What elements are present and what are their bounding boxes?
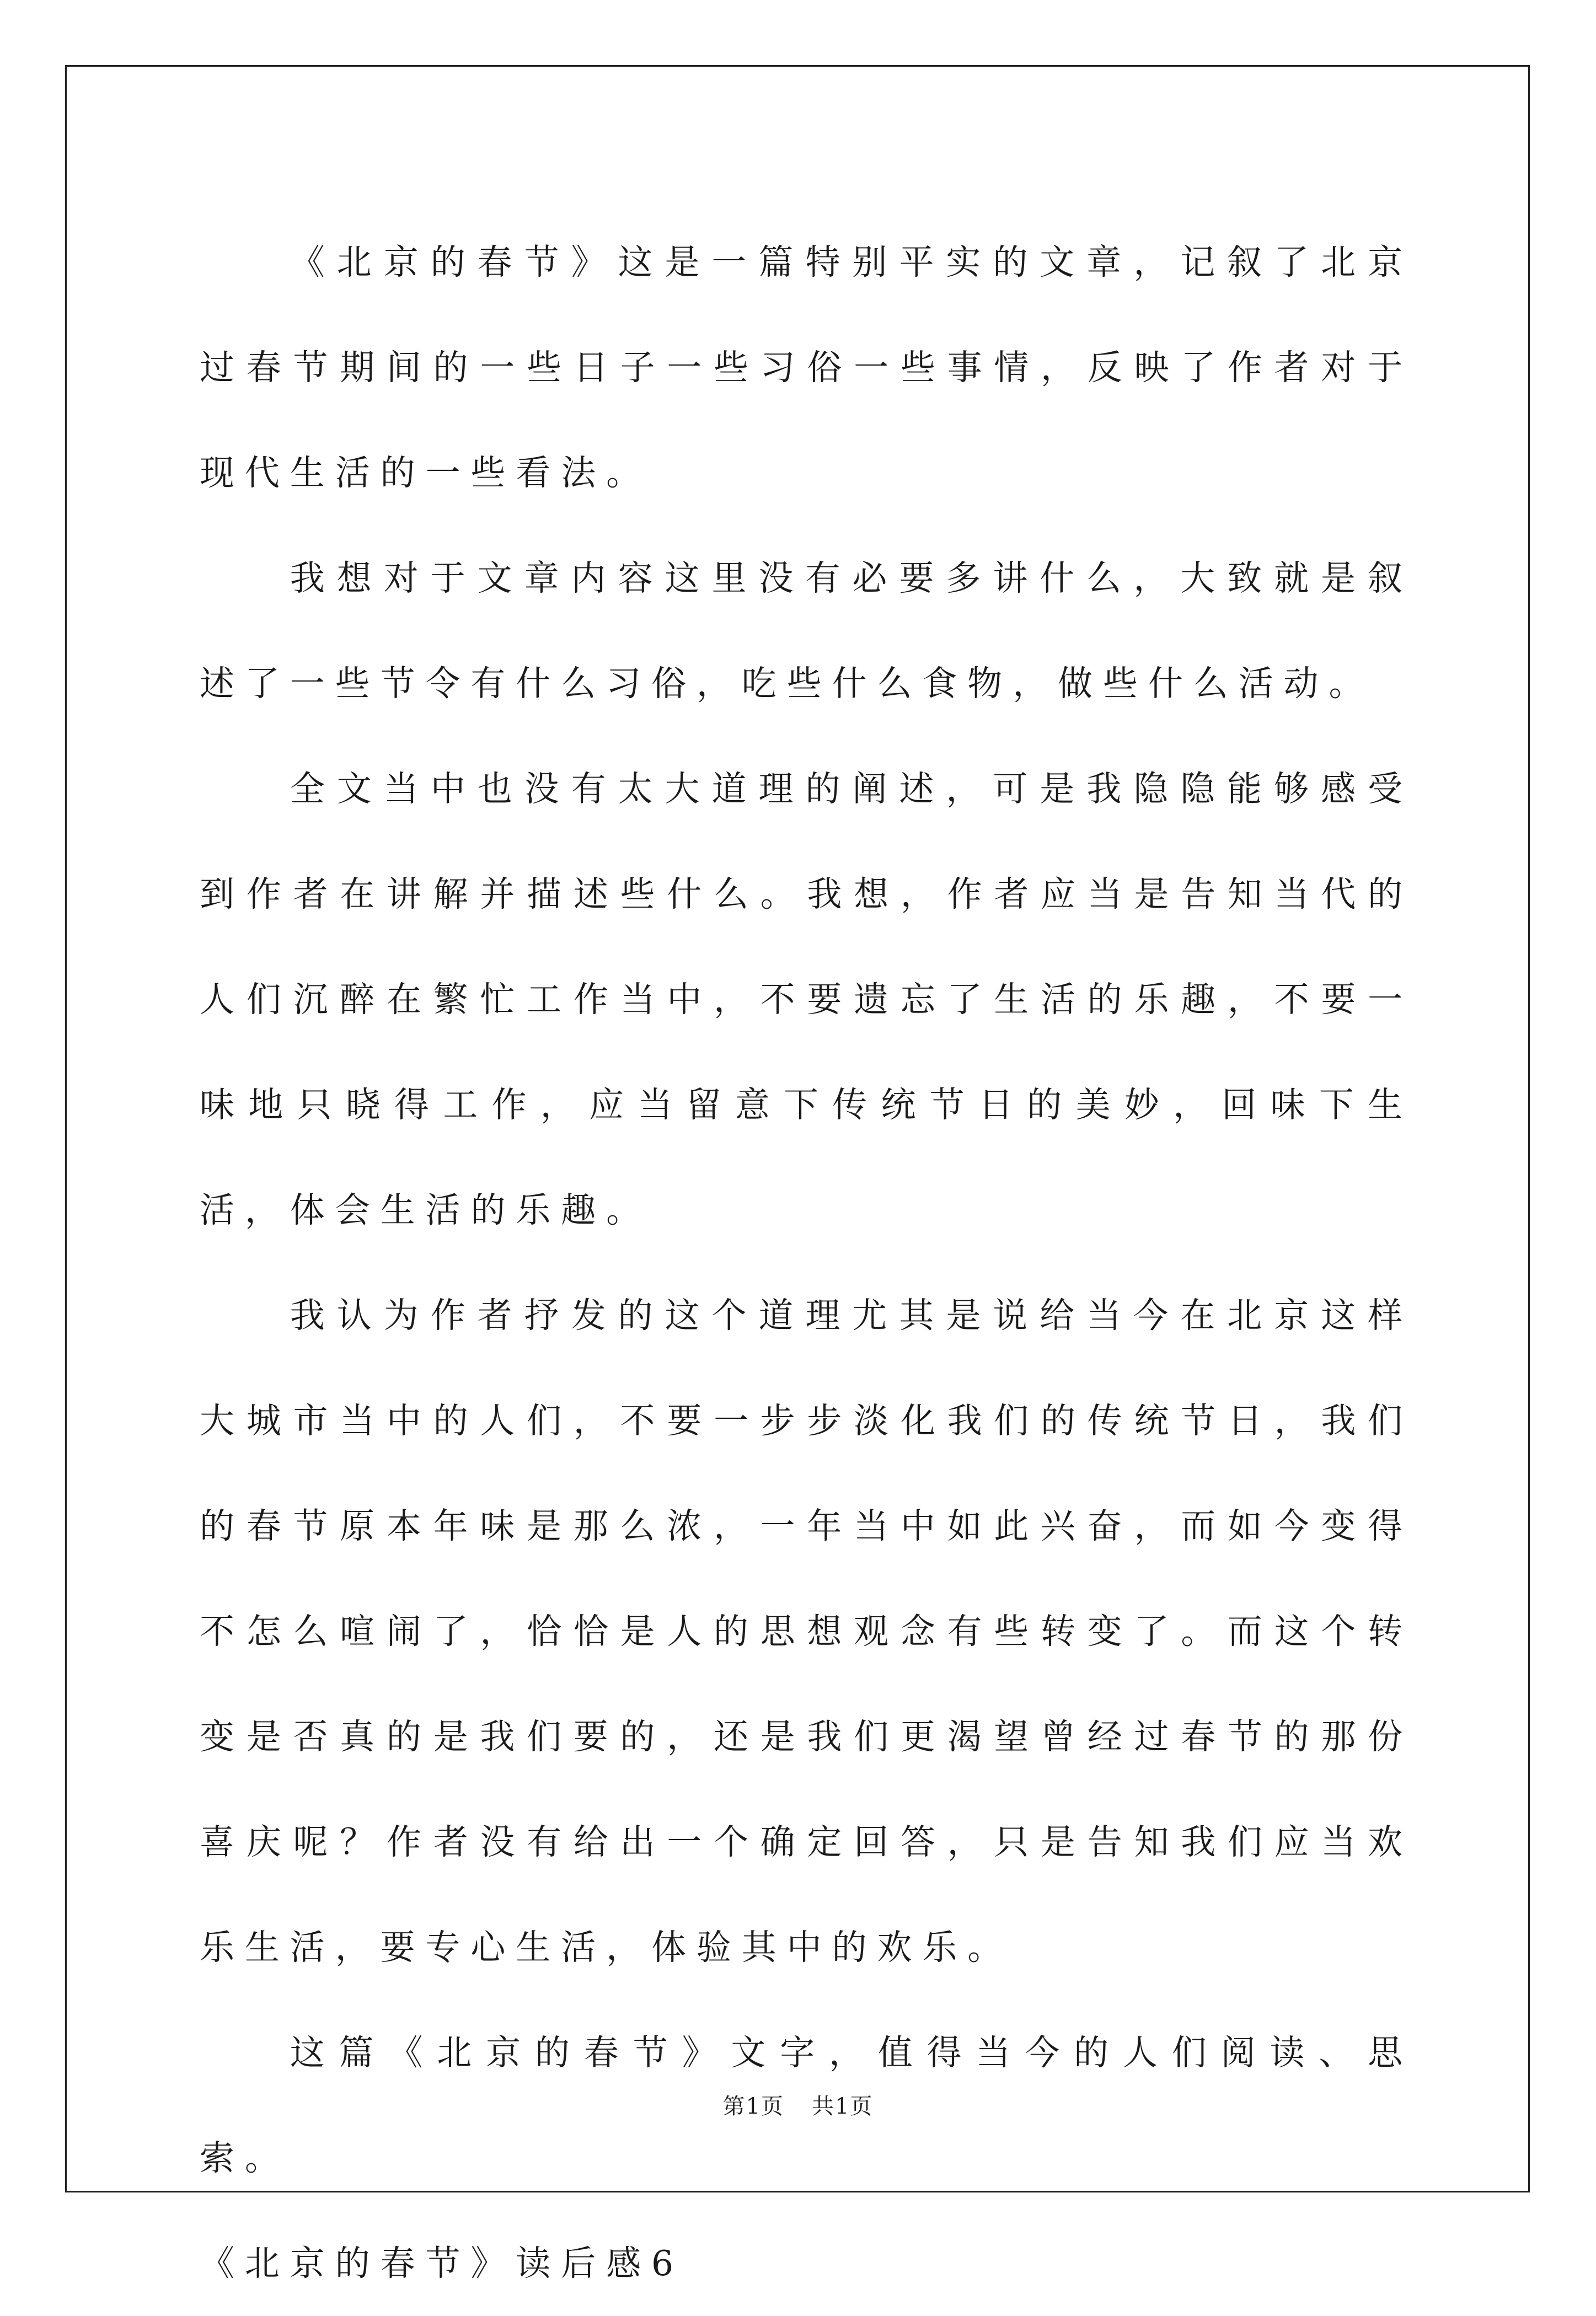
paragraph-5: 这篇《北京的春节》文字，值得当今的人们阅读、思索。 bbox=[200, 2033, 1413, 2178]
paragraph-2: 我想对于文章内容这里没有必要多讲什么，大致就是叙述了一些节令有什么习俗，吃些什么食物，做些什么活动。 bbox=[200, 558, 1413, 704]
paragraph-1: 《北京的春节》这是一篇特别平实的文章，记叙了北京过春节期间的一些日子一些习俗一些事情，反映了作者对于现代生活的一些看法。 bbox=[200, 242, 1413, 493]
section-heading: 《北京的春节》读后感6 bbox=[200, 2243, 684, 2283]
page-number: 第1页 bbox=[722, 2094, 784, 2119]
page-total: 共1页 bbox=[812, 2094, 874, 2119]
document-body bbox=[200, 210, 1413, 2316]
page-footer bbox=[0, 2090, 1596, 2123]
paragraph-3: 全文当中也没有太大道理的阐述，可是我隐隐能够感受到作者在讲解并描述些什么。我想，作者应当是告知当代的人们沉醉在繁忙工作当中，不要遗忘了生活的乐趣，不要一味地只晓得工作，应当留意下传统节日的美妙，回味下生活，体会生活的乐趣。 bbox=[200, 769, 1413, 1230]
paragraph-4: 我认为作者抒发的这个道理尤其是说给当今在北京这样大城市当中的人们，不要一步步淡化我们的传统节日，我们的春节原本年味是那么浓，一年当中如此兴奋，而如今变得不怎么喧闹了，恰恰是人的思想观念有些转变了。而这个转变是否真的是我们要的，还是我们更渴望曾经过春节的那份喜庆呢？作者没有给出一个确定回答，只是告知我们应当欢乐生活，要专心生活，体验其中的欢乐。 bbox=[200, 1295, 1413, 1967]
